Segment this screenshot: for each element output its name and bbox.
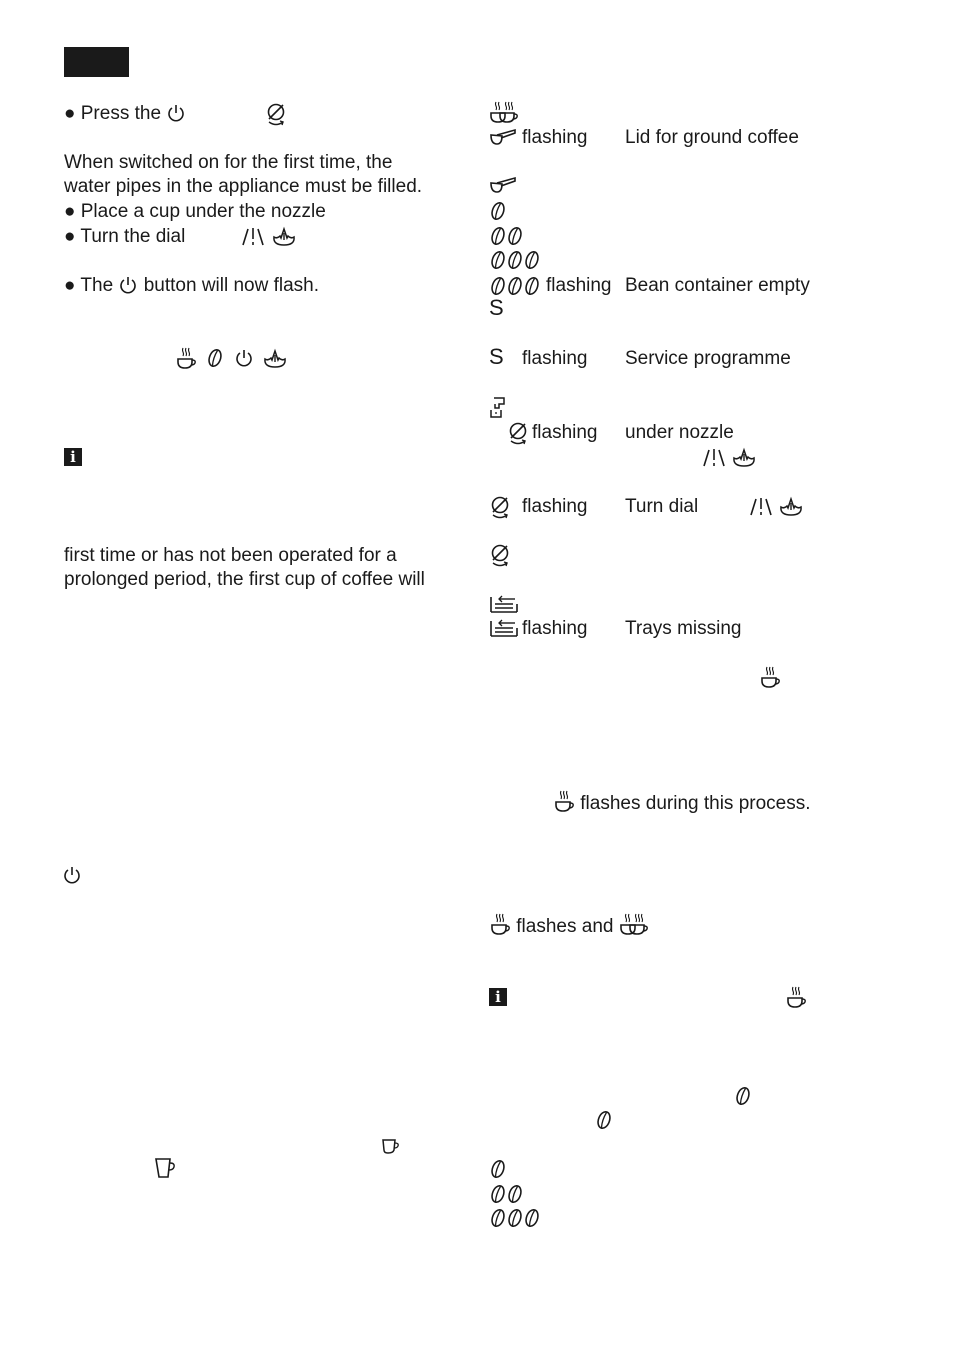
press-prefix: ● Press the: [64, 103, 162, 124]
hot-water-icon: [731, 446, 757, 468]
hot-water-icon: [271, 225, 297, 247]
bullet-place-cup: ● Place a cup under the nozzle: [64, 201, 326, 222]
bean-icon: [490, 201, 506, 221]
bullet-turn-dial-label: ● Turn the dial: [64, 226, 186, 247]
flashes-and-text: flashes and: [516, 916, 614, 937]
rinse-icon: [489, 495, 511, 519]
cup-icon: [759, 665, 781, 689]
bullet-flash-suffix: button will now flash.: [143, 275, 320, 296]
status-trays-missing: Trays missing: [625, 618, 742, 639]
rinse-icon: [507, 421, 529, 445]
bean-icon: [735, 1086, 751, 1106]
first-use-line-2: water pipes in the appliance must be filled.: [64, 176, 423, 197]
status-bean-container-empty: Bean container empty: [625, 275, 810, 296]
power-icon: [62, 865, 82, 885]
press-power-instruction: [64, 102, 186, 126]
cup-flashes-process: [553, 789, 811, 816]
double-cup-icon: [489, 100, 519, 124]
cup-icon: [785, 985, 807, 1009]
ground-coffee-scoop-icon: [489, 175, 517, 195]
power-icon: [166, 103, 186, 123]
power-icon: [234, 348, 254, 368]
hot-water-icon: [262, 347, 288, 369]
status-flashing: flashing: [522, 496, 588, 517]
status-under-nozzle: under nozzle: [625, 422, 734, 443]
first-cup-line-1: first time or has not been operated for a: [64, 545, 397, 566]
bean-icon: [524, 250, 540, 270]
info-icon: i: [489, 988, 507, 1006]
bean-icon: [207, 348, 223, 368]
small-cup-icon: [381, 1137, 401, 1155]
mug-icon: [154, 1156, 176, 1180]
bullet-power-flash: [64, 274, 319, 298]
bean-icon: [507, 1184, 523, 1204]
rinse-icon: [265, 102, 287, 126]
bean-icon: [490, 1184, 506, 1204]
bean-icon: [524, 276, 540, 296]
status-flashing: flashing: [522, 618, 588, 639]
bullet-flash-prefix: ● The: [64, 275, 114, 296]
bean-icon: [524, 1208, 540, 1228]
service-s-icon: S: [489, 295, 504, 320]
bean-icon: [507, 1208, 523, 1228]
hot-water-icon: [778, 495, 804, 517]
first-use-line-1: When switched on for the first time, the: [64, 152, 393, 173]
status-lid-ground-coffee: Lid for ground coffee: [625, 127, 799, 148]
ground-coffee-scoop-icon: [489, 127, 517, 147]
steam-icon: [240, 225, 266, 247]
status-flashing: flashing: [522, 127, 588, 148]
bean-icon: [490, 276, 506, 296]
flashes-during-text: flashes during this process.: [580, 793, 811, 814]
status-flashing: flashing: [532, 422, 598, 443]
double-cup-icon: [619, 912, 649, 936]
rinse-icon: [489, 543, 511, 567]
steam-icon: [748, 495, 774, 517]
first-cup-line-2: prolonged period, the first cup of coffee will: [64, 569, 425, 590]
bullet-turn-dial: [64, 225, 185, 249]
status-flashing: flashing: [546, 275, 612, 296]
bean-icon: [490, 1159, 506, 1179]
info-icon: i: [64, 448, 82, 466]
service-s-icon: S: [489, 344, 504, 369]
cup-flashes-and: [489, 912, 649, 939]
cup-icon: [553, 789, 575, 813]
status-service-programme: Service programme: [625, 348, 791, 369]
status-turn-dial: Turn dial: [625, 496, 699, 517]
nozzle-icon: [489, 396, 507, 420]
bean-icon: [507, 276, 523, 296]
tray-icon: [489, 618, 519, 638]
steam-icon: [701, 446, 727, 468]
bean-icon: [490, 226, 506, 246]
bean-icon: [490, 1208, 506, 1228]
tray-icon: [489, 594, 519, 614]
bean-icon: [507, 250, 523, 270]
section-header-tab: [64, 47, 129, 77]
cup-icon: [489, 912, 511, 936]
bean-icon: [507, 226, 523, 246]
bean-icon: [596, 1110, 612, 1130]
status-flashing: flashing: [522, 348, 588, 369]
bean-icon: [490, 250, 506, 270]
cup-icon: [175, 346, 197, 370]
power-icon: [118, 275, 138, 295]
